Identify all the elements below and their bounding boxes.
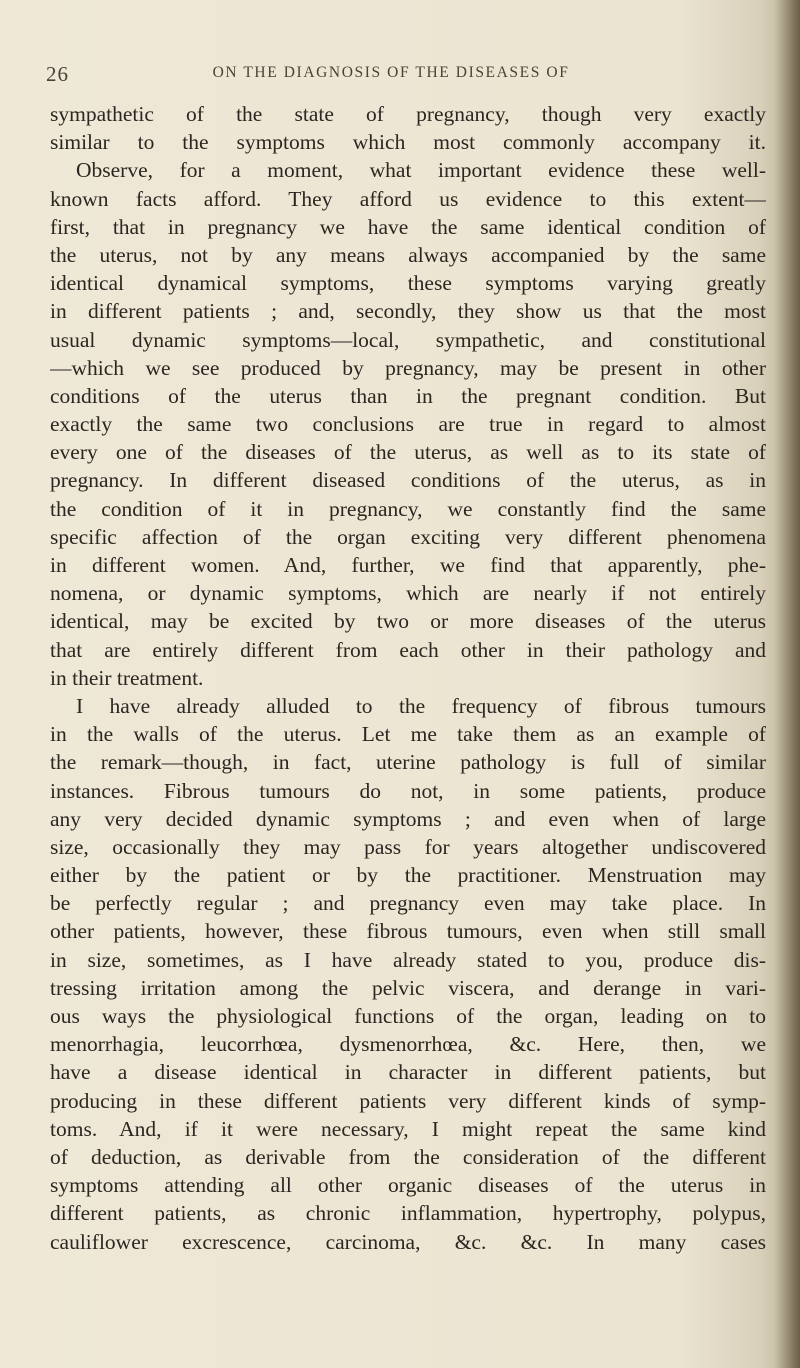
text-line: —which we see produced by pregnancy, may be present in other <box>50 355 766 380</box>
text-line: identical, may be excited by two or more diseases of the uterus <box>50 609 766 634</box>
text-line: every one of the diseases of the uterus, as well as to its state of <box>50 440 766 465</box>
text-line: exactly the same two conclusions are true in regard to almost <box>50 412 766 437</box>
text-line: the remark—though, in fact, uterine pathology is full of similar <box>50 750 766 775</box>
text-line: usual dynamic symptoms—local, sympathetic, and constitutional <box>50 327 766 352</box>
text-line: identical dynamical symptoms, these symptoms varying greatly <box>50 271 766 296</box>
text-line: size, occasionally they may pass for years altogether undiscovered <box>50 834 766 859</box>
text-line: producing in these different patients very different kinds of symp- <box>50 1088 766 1113</box>
text-line: other patients, however, these fibrous tumours, even when still small <box>50 919 766 944</box>
text-line: the condition of it in pregnancy, we constantly find the same <box>50 496 766 521</box>
text-line: ous ways the physiological functions of the organ, leading on to <box>50 1004 766 1028</box>
text-line: similar to the symptoms which most commonly accompany it. <box>50 130 766 155</box>
text-line: either by the patient or by the practitioner. Menstruation may <box>50 863 766 888</box>
text-line: I have already alluded to the frequency of fibrous tumours <box>76 693 766 718</box>
page-header <box>46 62 746 92</box>
text-line: different patients, as chronic inflammation, hypertrophy, polypus, <box>50 1201 766 1226</box>
spine-shadow <box>774 0 800 1368</box>
text-line: conditions of the uterus than in the pregnant condition. But <box>50 383 766 408</box>
text-line: symptoms attending all other organic diseases of the uterus in <box>50 1173 766 1198</box>
text-line: in the walls of the uterus. Let me take them as an example of <box>50 722 766 747</box>
text-line: have a disease identical in character in different patients, but <box>50 1060 766 1085</box>
text-line: in their treatment. <box>50 665 204 690</box>
text-line: known facts afford. They afford us evidence to this extent— <box>50 186 766 211</box>
text-line: specific affection of the organ exciting very different phenomena <box>50 524 766 549</box>
text-line: in different women. And, further, we find that apparently, phe- <box>50 553 766 577</box>
text-line: cauliflower excrescence, carcinoma, &c. &c. In many cases <box>50 1229 766 1254</box>
text-line: of deduction, as derivable from the consideration of the different <box>50 1144 766 1169</box>
text-line: nomena, or dynamic symptoms, which are nearly if not entirely <box>50 581 766 606</box>
text-line: that are entirely different from each other in their pathology and <box>50 637 766 662</box>
text-line: in different patients ; and, secondly, they show us that the most <box>50 299 766 324</box>
text-line: be perfectly regular ; and pregnancy even may take place. In <box>50 891 766 916</box>
body-text <box>50 100 766 1256</box>
page-number: 26 <box>46 62 69 86</box>
text-line: any very decided dynamic symptoms ; and even when of large <box>50 806 766 831</box>
text-line: menorrhagia, leucorrhœa, dysmenorrhœa, &c. Here, then, we <box>50 1032 766 1057</box>
text-line: the uterus, not by any means always accompanied by the same <box>50 242 766 267</box>
text-line: first, that in pregnancy we have the same identical condition of <box>50 214 766 239</box>
text-line: toms. And, if it were necessary, I might repeat the same kind <box>50 1116 766 1141</box>
running-head: ON THE DIAGNOSIS OF THE DISEASES OF <box>212 64 570 81</box>
text-line: in size, sometimes, as I have already stated to you, produce dis- <box>50 947 766 972</box>
text-line: tressing irritation among the pelvic viscera, and derange in vari- <box>50 975 766 1000</box>
text-line: instances. Fibrous tumours do not, in some patients, produce <box>50 778 766 803</box>
text-line: Observe, for a moment, what important evidence these well- <box>76 158 766 183</box>
text-line: pregnancy. In different diseased conditions of the uterus, as in <box>50 468 766 493</box>
text-line: sympathetic of the state of pregnancy, though very exactly <box>50 102 766 126</box>
